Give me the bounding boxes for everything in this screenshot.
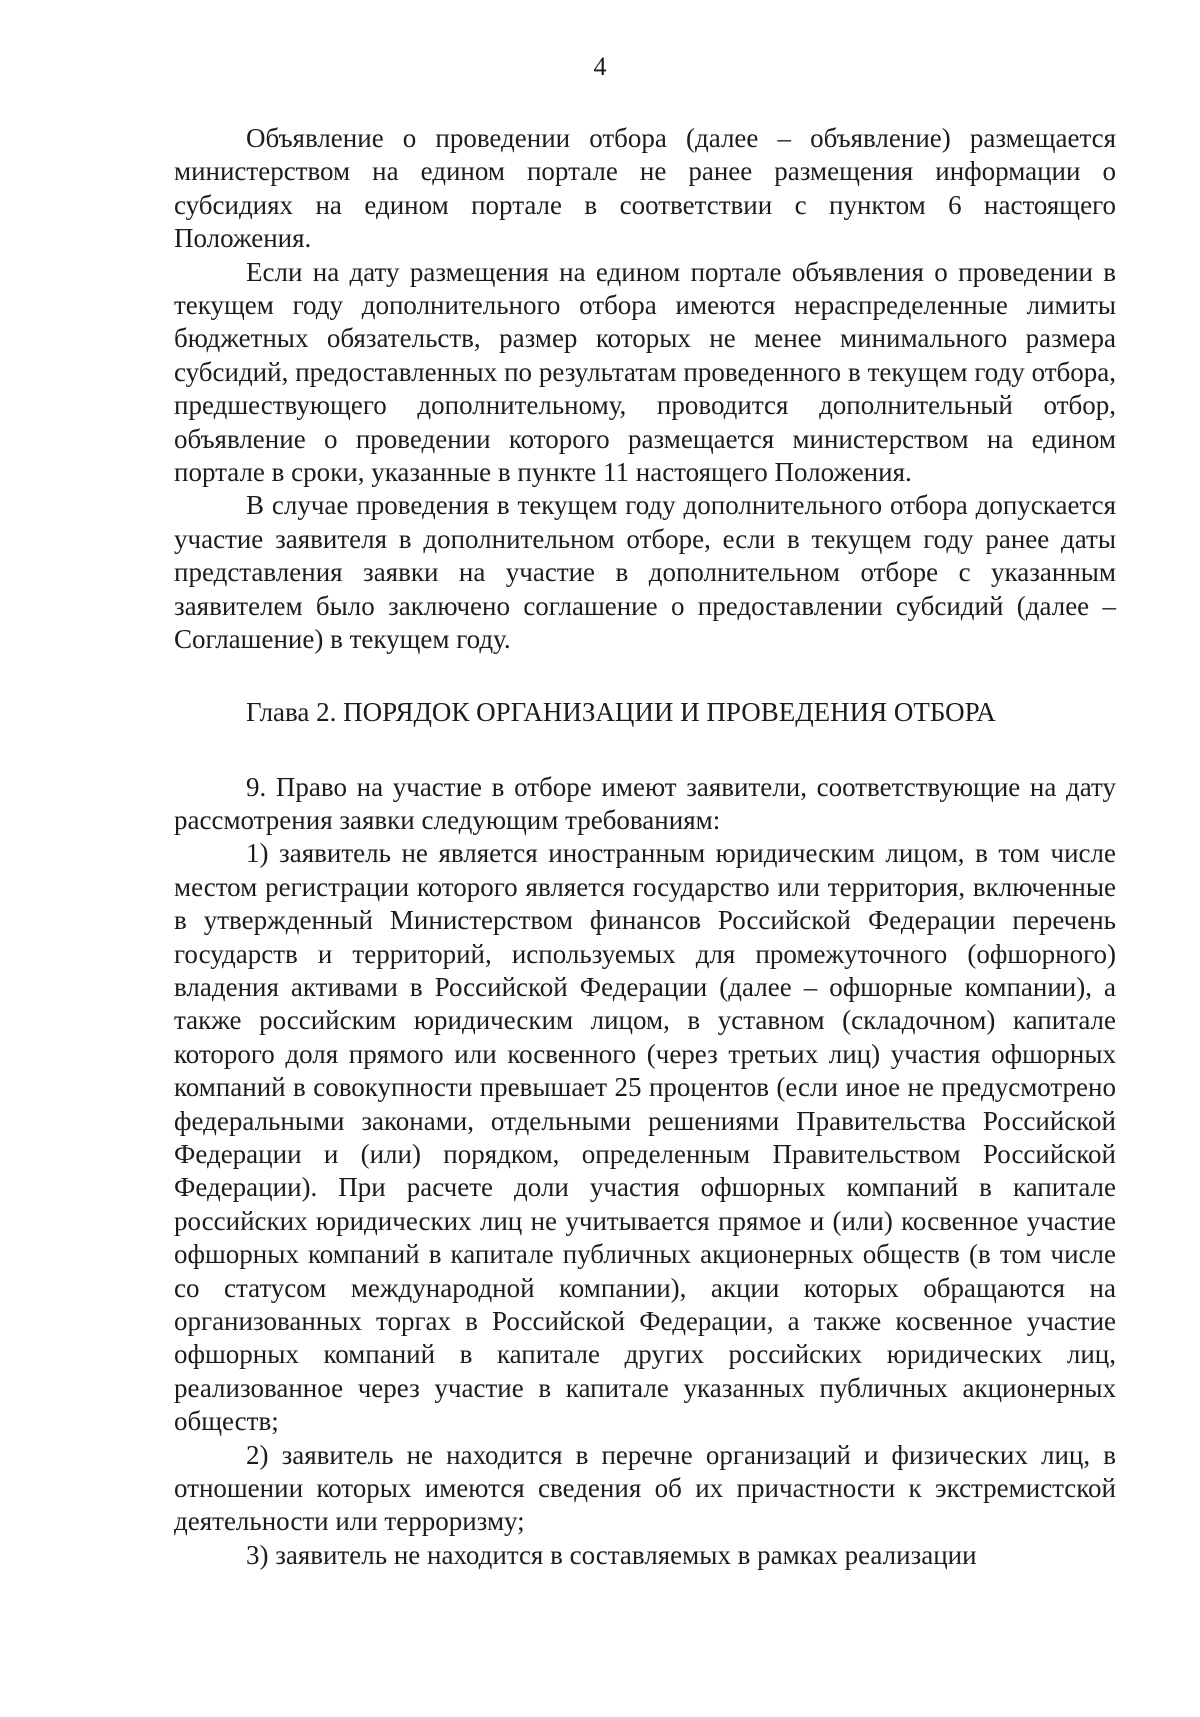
paragraph-requirement-2: 2) заявитель не находится в перечне организаций и физических лиц, в отношении которых имеются сведения об их причастности к экстремистской деятельности или терроризму; bbox=[174, 1439, 1116, 1537]
chapter-heading: Глава 2. ПОРЯДОК ОРГАНИЗАЦИИ И ПРОВЕДЕНИЯ ОТБОРА bbox=[246, 696, 996, 727]
page-number: 4 bbox=[593, 52, 607, 81]
paragraph-additional-selection: Если на дату размещения на едином портале объявления о проведении в текущем году дополнительного отбора имеются нераспределенные лимиты бюджетных обязательств, размер которых не менее минимального размера субсидий, предоставленных по результатам проведенного в текущем году отбора, предшествующего дополнительному, проводится дополнительный отбор, объявление о проведении которого размещается министерством на едином портале в сроки, указанные в пункте 11 настоящего Положения. bbox=[174, 256, 1116, 488]
paragraph-requirement-1: 1) заявитель не является иностранным юридическим лицом, в том числе местом регистрации которого является государство или территория, включенные в утвержденный Министерством финансов Российской Федерации перечень государств и территорий, используемых для промежуточного (офшорного) владения активами в Российской Федерации (далее – офшорные компании), а также российским юридическим лицом, в уставном (складочном) капитале которого доля прямого или косвенного (через третьих лиц) участия офшорных компаний в совокупности превышает 25 процентов (если иное не предусмотрено федеральными законами, отдельными решениями Правительства Российской Федерации и (или) порядком, определенным Правительством Российской Федерации). При расчете доли участия офшорных компаний в капитале российских юридических лиц не учитывается прямое и (или) косвенное участие офшорных компаний в капитале публичных акционерных обществ (в том числе со статусом международной компании), акции которых обращаются на организованных торгах в Российской Федерации, а также косвенное участие офшорных компаний в капитале других российских юридических лиц, реализованное через участие в капитале указанных публичных акционерных обществ; bbox=[174, 838, 1116, 1437]
paragraph-announcement: Объявление о проведении отбора (далее – объявление) размещается министерством на едином портале не ранее размещения информации о субсидиях на едином портале в соответствии с пунктом 6 настоящего Положения. bbox=[174, 123, 1116, 254]
document-body bbox=[174, 122, 1116, 1572]
paragraph-requirement-3: 3) заявитель не находится в составляемых в рамках реализации bbox=[246, 1539, 977, 1570]
paragraph-item-9: 9. Право на участие в отборе имеют заявители, соответствующие на дату рассмотрения заявки следующим требованиям: bbox=[174, 771, 1116, 835]
paragraph-participation: В случае проведения в текущем году дополнительного отбора допускается участие заявителя в дополнительном отборе, если в текущем году ранее даты представления заявки на участие в дополнительном отборе с указанным заявителем было заключено соглашение о предоставлении субсидий (далее – Соглашение) в текущем году. bbox=[174, 490, 1116, 655]
